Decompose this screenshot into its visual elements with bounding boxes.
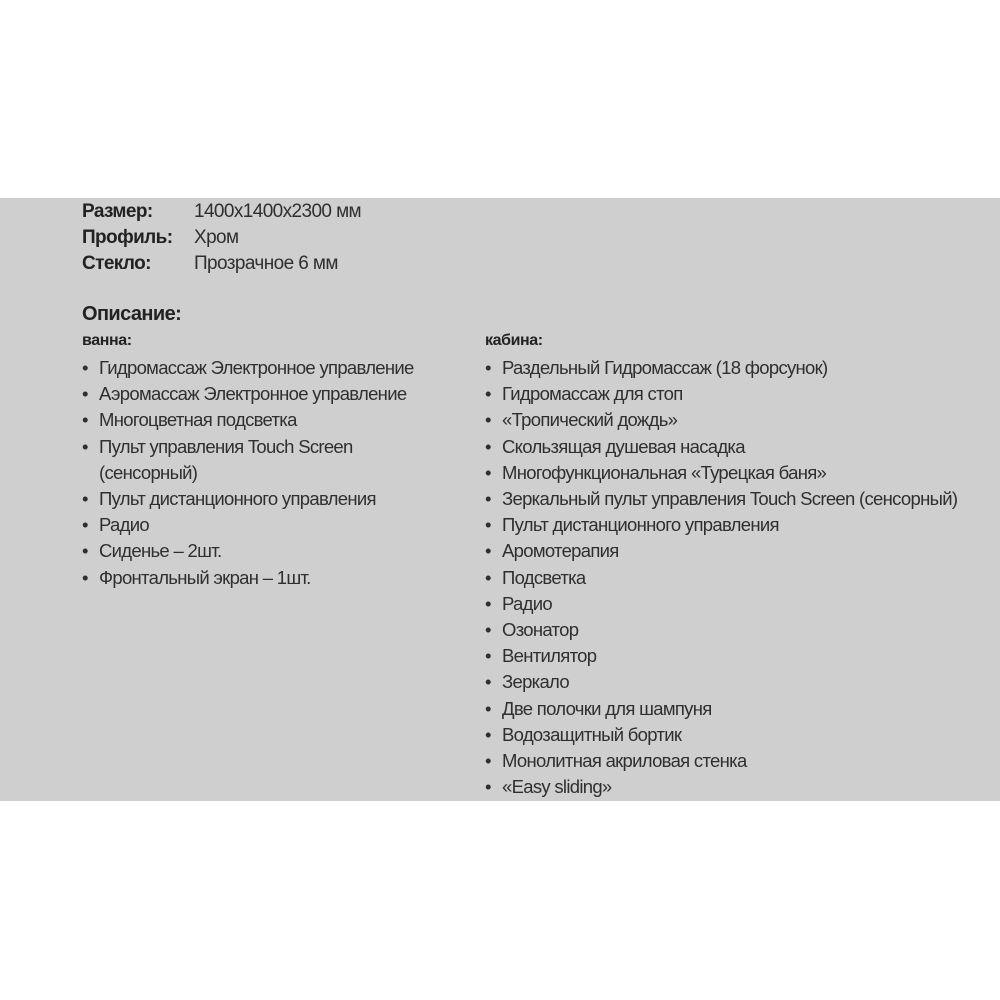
bath-heading: ванна: [82,332,132,349]
list-item: • Радио [82,512,414,538]
bullet-icon: • [485,488,491,510]
bullet-icon: • [485,750,491,772]
bullet-icon: • [82,488,88,510]
bullet-icon: • [485,619,491,641]
bullet-icon: • [485,357,491,378]
bullet-icon: • [485,671,491,693]
bullet-icon: • [485,645,491,667]
list-item: • Скользящая душевая насадка [485,434,957,460]
bullet-icon: • [485,383,491,405]
bullet-icon: • [485,566,491,588]
list-item: • «Тропический дождь» [485,407,957,433]
spec-value: Хром [194,227,239,248]
bullet-icon: • [82,357,88,378]
bullet-icon: • [82,383,88,405]
spec-label: Размер: [82,201,153,222]
bullet-icon: • [485,540,491,562]
list-item: • Сиденье – 2шт. [82,538,414,564]
bullet-icon: • [485,592,491,614]
bullet-icon: • [485,514,491,536]
list-item: • Аромотерапия [485,538,957,564]
spec-label: Стекло: [82,253,151,274]
description-title: Описание: [82,303,182,325]
spec-size [82,200,361,224]
list-item: • Пульт управления Touch Screen (сенсорный) [82,435,353,483]
list-item: • Две полочки для шампуня [485,696,957,722]
list-item: • Монолитная акриловая стенка [485,748,957,774]
spec-value: 1400x1400x2300 мм [194,201,362,222]
bullet-icon: • [485,776,491,798]
spec-value: Прозрачное 6 мм [194,253,338,274]
list-item: • Радио [485,591,957,617]
bullet-icon: • [82,566,88,588]
list-item: • Фронтальный экран – 1шт. [82,565,414,591]
spec-profile [82,226,238,250]
list-item: • Зеркальный пульт управления Touch Screen (сенсорный) [485,486,957,512]
bullet-icon: • [485,461,491,483]
list-item: • Гидромассаж для стоп [485,381,957,407]
list-item: • Подсветка [485,565,957,591]
bullet-icon: • [485,409,491,431]
bullet-icon: • [485,723,491,745]
bullet-icon: • [485,435,491,457]
list-item: • Гидромассаж Электронное управление [82,355,414,381]
cabin-heading: кабина: [485,332,543,349]
list-item-continuation: (сенсорный) [99,461,198,483]
list-item: • Пульт дистанционного управления [82,486,414,512]
list-item: • Многоцветная подсветка [82,407,414,433]
bullet-icon: • [82,435,88,457]
list-item: • Раздельный Гидромассаж (18 форсунок) [485,355,957,381]
list-item: • Многофункциональная «Турецкая баня» [485,460,957,486]
list-item: • Вентилятор [485,643,957,669]
bullet-icon: • [82,409,88,431]
spec-label: Профиль: [82,227,173,248]
bullet-icon: • [82,514,88,536]
spec-glass [82,252,338,276]
list-item: • Водозащитный бортик [485,722,957,748]
bullet-icon: • [82,540,88,562]
list-item: • Пульт дистанционного управления [485,512,957,538]
list-item: • Зеркало [485,669,957,695]
list-item: • «Easy sliding» [485,774,957,800]
bath-list [82,355,414,591]
cabin-list [485,355,957,800]
list-item: • Аэромассаж Электронное управление [82,381,414,407]
bullet-icon: • [485,697,491,719]
list-item: • Озонатор [485,617,957,643]
